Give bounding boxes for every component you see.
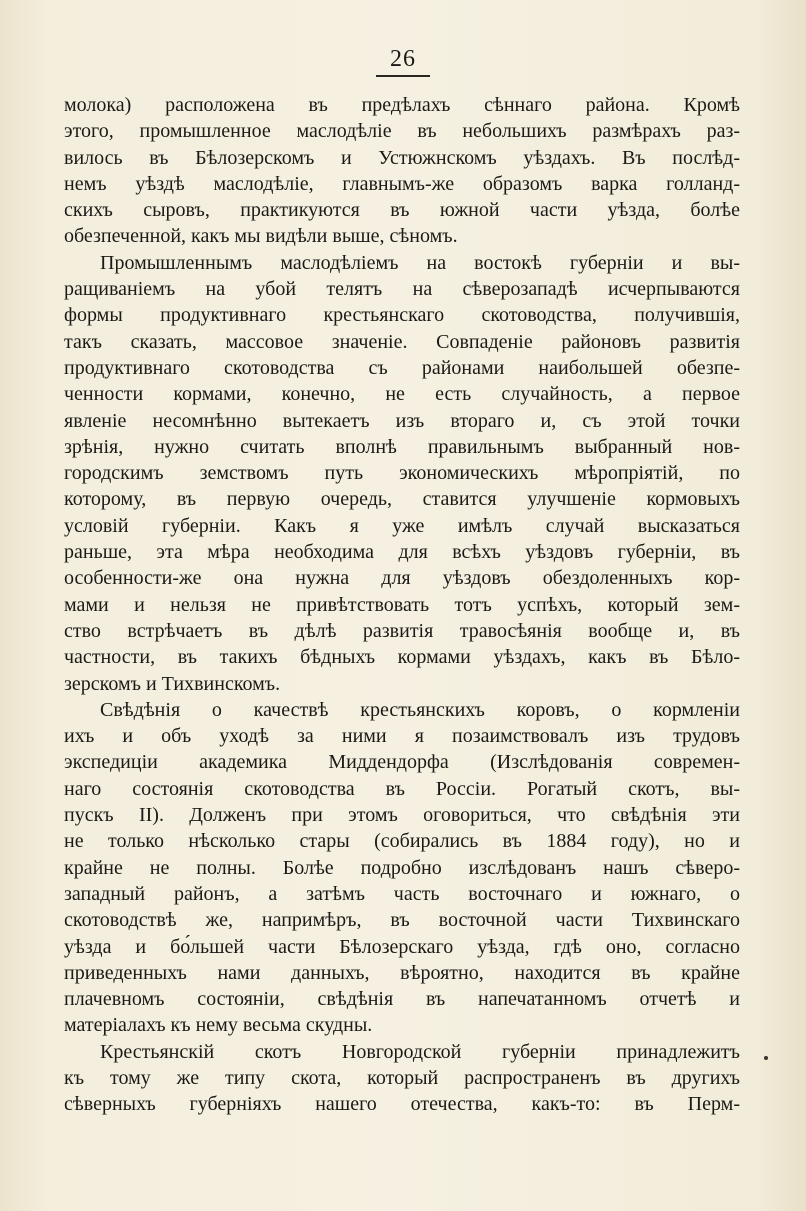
text-line: крайне не полны. Болѣе подробно изслѣдованъ нашъ сѣверо- (64, 856, 740, 879)
text-line: сѣверныхъ губерніяхъ нашего отечества, какъ-то: въ Перм- (64, 1093, 740, 1116)
text-line: скихъ сыровъ, практикуются въ южной части уѣзда, болѣе (64, 199, 740, 222)
text-line: скотоводствѣ же, напримѣръ, въ восточной части Тихвинскаго (64, 909, 740, 932)
text-line: зерскомъ и Тихвинскомъ. (64, 672, 281, 695)
text-line: явленіе несомнѣнно вытекаетъ изъ втораго и, съ этой точки (64, 409, 740, 432)
text-line: ченности кормами, конечно, не есть случайность, а первое (64, 383, 740, 406)
text-line: матеріалахъ къ нему весьма скудны. (64, 1014, 373, 1037)
text-line: частности, въ такихъ бѣдныхъ кормами уѣздахъ, какъ въ Бѣло- (64, 646, 740, 669)
text-line: условій губерніи. Какъ я уже имѣлъ случай высказаться (64, 514, 740, 537)
text-line: приведенныхъ нами данныхъ, вѣроятно, находится въ крайне (64, 961, 740, 984)
paper-speck (764, 1056, 768, 1060)
text-line: мами и нельзя не привѣтствовать тотъ успѣхъ, который зем- (64, 593, 740, 616)
text-line: наго состоянія скотоводства въ Россіи. Рогатый скотъ, вы- (64, 777, 740, 800)
text-line: формы продуктивнаго крестьянскаго скотоводства, получившія, (64, 304, 740, 327)
text-line: не только нѣсколько стары (собирались въ 1884 году), но и (64, 830, 740, 853)
text-line: ращиваніемъ на убой телятъ на сѣверозападѣ исчерпываются (64, 278, 740, 301)
text-line: городскимъ земствомъ путь экономическихъ мѣропріятій, по (64, 462, 740, 485)
text-line: такъ сказать, массовое значеніе. Совпаденіе районовъ развитія (64, 330, 740, 353)
text-line: зрѣнія, нужно считать вполнѣ правильнымъ выбранный нов- (64, 435, 740, 458)
text-line: особенности-же она нужна для уѣздовъ обездоленныхъ кор- (64, 567, 740, 590)
text-line: плачевномъ состояніи, свѣдѣнія въ напечатанномъ отчетѣ и (64, 988, 740, 1011)
body-text (64, 92, 740, 1118)
text-line: которому, въ первую очередь, ставится улучшеніе кормовыхъ (64, 488, 740, 511)
page-number-text: 26 (376, 46, 430, 77)
text-line: пускъ II). Долженъ при этомъ оговориться, что свѣдѣнія эти (64, 804, 740, 827)
text-line: экспедиціи академика Миддендорфа (Изслѣдованія современ- (64, 751, 740, 774)
text-line: къ тому же типу скота, который распространенъ въ другихъ (64, 1066, 740, 1089)
text-line: раньше, эта мѣра необходима для всѣхъ уѣздовъ губерніи, въ (64, 541, 740, 564)
text-line: обезпеченной, какъ мы видѣли выше, сѣномъ. (64, 225, 458, 248)
paragraph-start-line: Свѣдѣнія о качествѣ крестьянскихъ коровъ, о кормленіи (100, 698, 740, 721)
text-line: молока) расположена въ предѣлахъ сѣннаго района. Кромѣ (64, 94, 740, 116)
paragraph-start-line: Промышленнымъ маслодѣліемъ на востокѣ губерніи и вы- (100, 251, 740, 274)
text-line: вилось въ Бѣлозерскомъ и Устюжнскомъ уѣздахъ. Въ послѣд- (64, 146, 740, 169)
paragraph-start-line: Крестьянскій скотъ Новгородской губерніи принадлежитъ (100, 1040, 740, 1063)
text-line: немъ уѣздѣ маслодѣліе, главнымъ-же образомъ варка голланд- (64, 172, 740, 195)
text-line: уѣзда и бо́льшей части Бѣлозерскаго уѣзда, гдѣ оно, согласно (64, 935, 740, 958)
text-line: западный районъ, а затѣмъ часть восточнаго и южнаго, о (64, 882, 740, 905)
text-line: продуктивнаго скотоводства съ районами наибольшей обезпе- (64, 356, 740, 379)
text-line: этого, промышленное маслодѣліе въ небольшихъ размѣрахъ раз- (64, 120, 740, 143)
text-line: ихъ и объ уходѣ за ними я позаимствовалъ изъ трудовъ (64, 725, 740, 748)
text-line: ство встрѣчаетъ въ дѣлѣ развитія травосѣянія вообще и, въ (64, 619, 740, 642)
page-number (0, 46, 806, 77)
